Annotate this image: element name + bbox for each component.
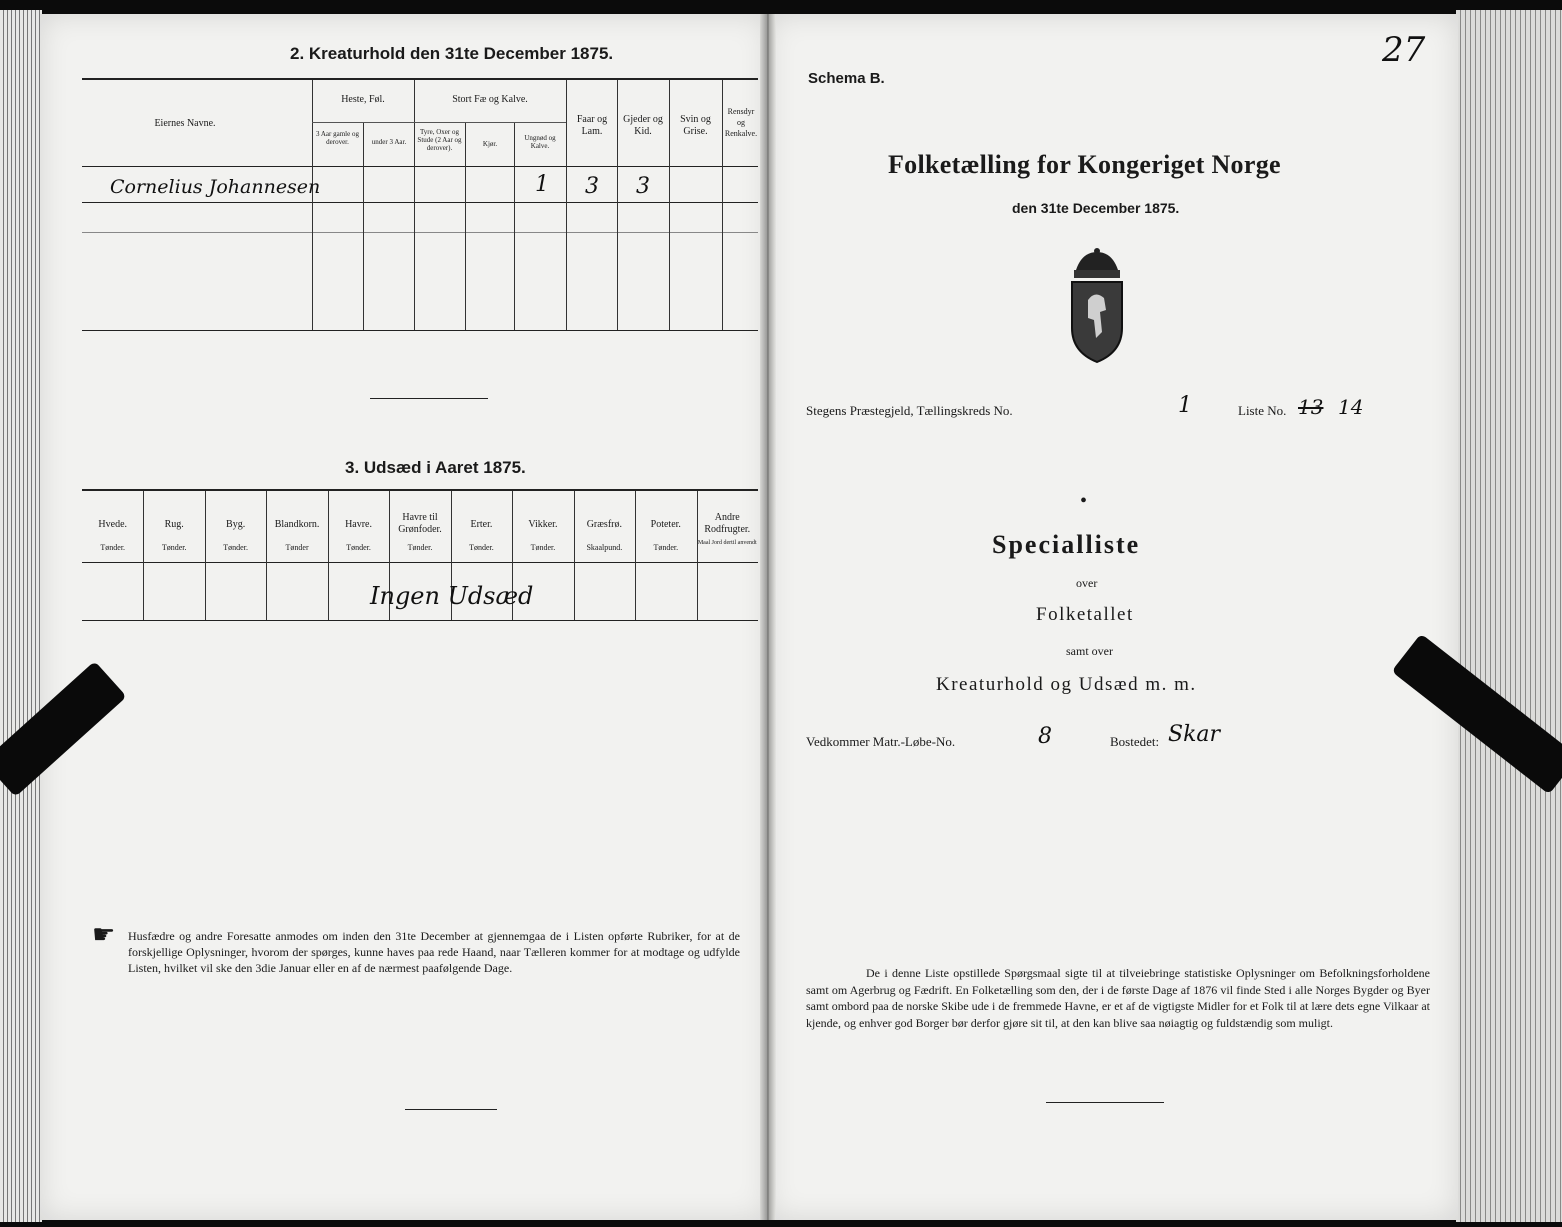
udsaed-col-unit: Tønder. [469, 543, 494, 552]
udsaed-col-unit: Tønder [285, 543, 309, 552]
udsaed-col-line [143, 491, 144, 620]
book-spine [760, 14, 776, 1220]
table2-col-line [566, 80, 567, 330]
section-divider [370, 398, 488, 399]
udsaed-col-unit: Tønder. [407, 543, 433, 552]
notice-text: Husfædre og andre Foresatte anmodes om inden den 31te December at gjennemgaa de i Listen opførte Rubriker, for at de forskjellige Oplysninger, hvorom der spørges, kunne haves paa rede Haand, naar Tælleren kommer for at modtage og udfylde Listen, hvilket vil ske den 3die Januar eller en af de nærmest paafølgende Dage. [128, 929, 740, 975]
specialliste-title: Specialliste [992, 530, 1141, 559]
census-date: den 31te December 1875. [1012, 200, 1180, 216]
section2-title: 2. Kreaturhold den 31te December 1875. [290, 44, 614, 63]
header-kjoer: Kjør. [482, 140, 498, 148]
bottom-divider [405, 1109, 497, 1110]
udsaed-col-line [266, 491, 267, 620]
right-bottom-divider [1046, 1102, 1164, 1103]
udsaed-col-line [697, 491, 698, 620]
bosted-value: Skar [1168, 722, 1221, 747]
pointing-hand-icon: ☛ [92, 920, 116, 949]
liste-number: 14 [1338, 395, 1364, 419]
udsaed-col-unit: Tønder. [653, 543, 679, 552]
intro-paragraph: De i denne Liste opstillede Spørgsmaal sigte til at tilveiebringe statistiske Oplysninger om Befolkningsforholdene samt om Agerbrug og Fædrift. En Folketælling som den, der i de første Dage af 1876 vil finde Sted i alle Norges Bygder og Byer samt ombord paa de norske Skibe ude i de fremmede Havne, er et af de vigtigste Midler for et Folk til at lære dets egne Vilkaar at kjende, og enhver god Borger bør derfor gjøre sit til, at den kan blive saa nøiagtig og fuldstændig som muligt. [806, 966, 1430, 1030]
udsaed-col-unit: Tønder. [346, 543, 371, 552]
liste-label: Liste No. [1238, 403, 1287, 418]
udsaed-col-unit: Skaalpund. [586, 543, 623, 552]
udsaed-col-unit: Tønder. [100, 543, 126, 552]
table3-header-rule [82, 562, 758, 563]
udsaed-col-header: Vikker. [528, 519, 558, 530]
udsaed-col-header: Andre Rodfrugter. [704, 512, 751, 535]
samt-over-text: samt over [1066, 644, 1113, 658]
page-number: 27 [1382, 30, 1426, 70]
udsaed-entry: Ingen Udsæd [370, 582, 534, 610]
udsaed-col-header: Byg. [226, 519, 246, 530]
center-bullet: • [1080, 490, 1088, 512]
udsaed-col-header: Hvede. [98, 519, 128, 530]
header-heste: Heste, Føl. [341, 94, 385, 105]
count-faar: 3 [585, 174, 599, 199]
udsaed-col-unit: Tønder. [161, 543, 187, 552]
book-edge-right [1456, 10, 1562, 1222]
header-gjeder: Gjeder og Kid. [623, 114, 663, 137]
udsaed-col-header: Poteter. [650, 519, 681, 530]
header-stort-fae: Stort Fæ og Kalve. [452, 94, 528, 105]
kreaturhold-text: Kreaturhold og Udsæd m. m. [936, 674, 1197, 695]
schema-label: Schema B. [808, 70, 885, 87]
table2-col-line [414, 80, 415, 330]
owner-name: Cornelius Johannesen [110, 176, 321, 198]
header-heste-old: 3 Aar gamle og derover. [316, 130, 359, 146]
udsaed-col-header: Rug. [164, 519, 184, 530]
header-owner: Eiernes Navne. [154, 118, 216, 129]
udsaed-col-line [635, 491, 636, 620]
udsaed-col-header: Erter. [470, 519, 493, 530]
table2-bottom-rule [82, 330, 758, 331]
liste-number-struck: 13 [1298, 395, 1324, 419]
table2-col-line [363, 122, 364, 330]
census-title: Folketælling for Kongeriget Norge [888, 150, 1281, 179]
udsaed-col-header: Havre. [345, 519, 372, 530]
table2-col-line [514, 122, 515, 330]
district-label: Stegens Præstegjeld, Tællingskreds No. [806, 403, 1013, 418]
header-tyre: Tyre, Oxer og Stude (2 Aar og derover). [417, 128, 462, 152]
udsaed-col-header: Havre til Grønfoder. [398, 512, 442, 535]
udsaed-col-line [205, 491, 206, 620]
table3-bottom-rule [82, 620, 758, 621]
table3-top-rule [82, 489, 758, 491]
table2-col-line [465, 122, 466, 330]
header-rensdyr: Rensdyr og Renkalve. [724, 107, 758, 138]
udsaed-col-header: Græsfrø. [586, 519, 622, 530]
table2-row-rule [82, 202, 758, 203]
udsaed-col-line [574, 491, 575, 620]
section3-title: 3. Udsæd i Aaret 1875. [345, 458, 526, 477]
header-svin: Svin og Grise. [680, 114, 711, 137]
table2-top-rule [82, 78, 758, 80]
udsaed-col-unit: Tønder. [530, 543, 556, 552]
bosted-label: Bostedet: [1110, 734, 1160, 749]
matr-number: 8 [1038, 724, 1052, 749]
table2-col-line [312, 80, 313, 330]
table2-row-rule [82, 232, 758, 233]
table2-subrule [414, 122, 566, 123]
count-gjeder: 3 [636, 174, 650, 199]
udsaed-col-unit: Tønder. [223, 543, 248, 552]
udsaed-col-unit: Maal Jord dertil anvendt [697, 540, 757, 546]
header-ungnod: Ungnød og Kalve. [524, 134, 556, 150]
over-text: over [1076, 576, 1098, 590]
table2-header-rule [82, 166, 758, 167]
count-ungnod: 1 [535, 172, 549, 197]
udsaed-col-line [328, 491, 329, 620]
matr-label: Vedkommer Matr.-Løbe-No. [806, 734, 956, 749]
udsaed-col-header: Blandkorn. [274, 519, 320, 530]
book-edge-left [0, 10, 42, 1222]
district-number: 1 [1178, 393, 1192, 418]
folketallet-text: Folketallet [1036, 604, 1134, 625]
header-heste-young: under 3 Aar. [371, 138, 407, 146]
header-faar: Faar og Lam. [576, 114, 608, 137]
table2-subrule [312, 122, 414, 123]
norway-coat-of-arms-icon [1062, 248, 1132, 366]
